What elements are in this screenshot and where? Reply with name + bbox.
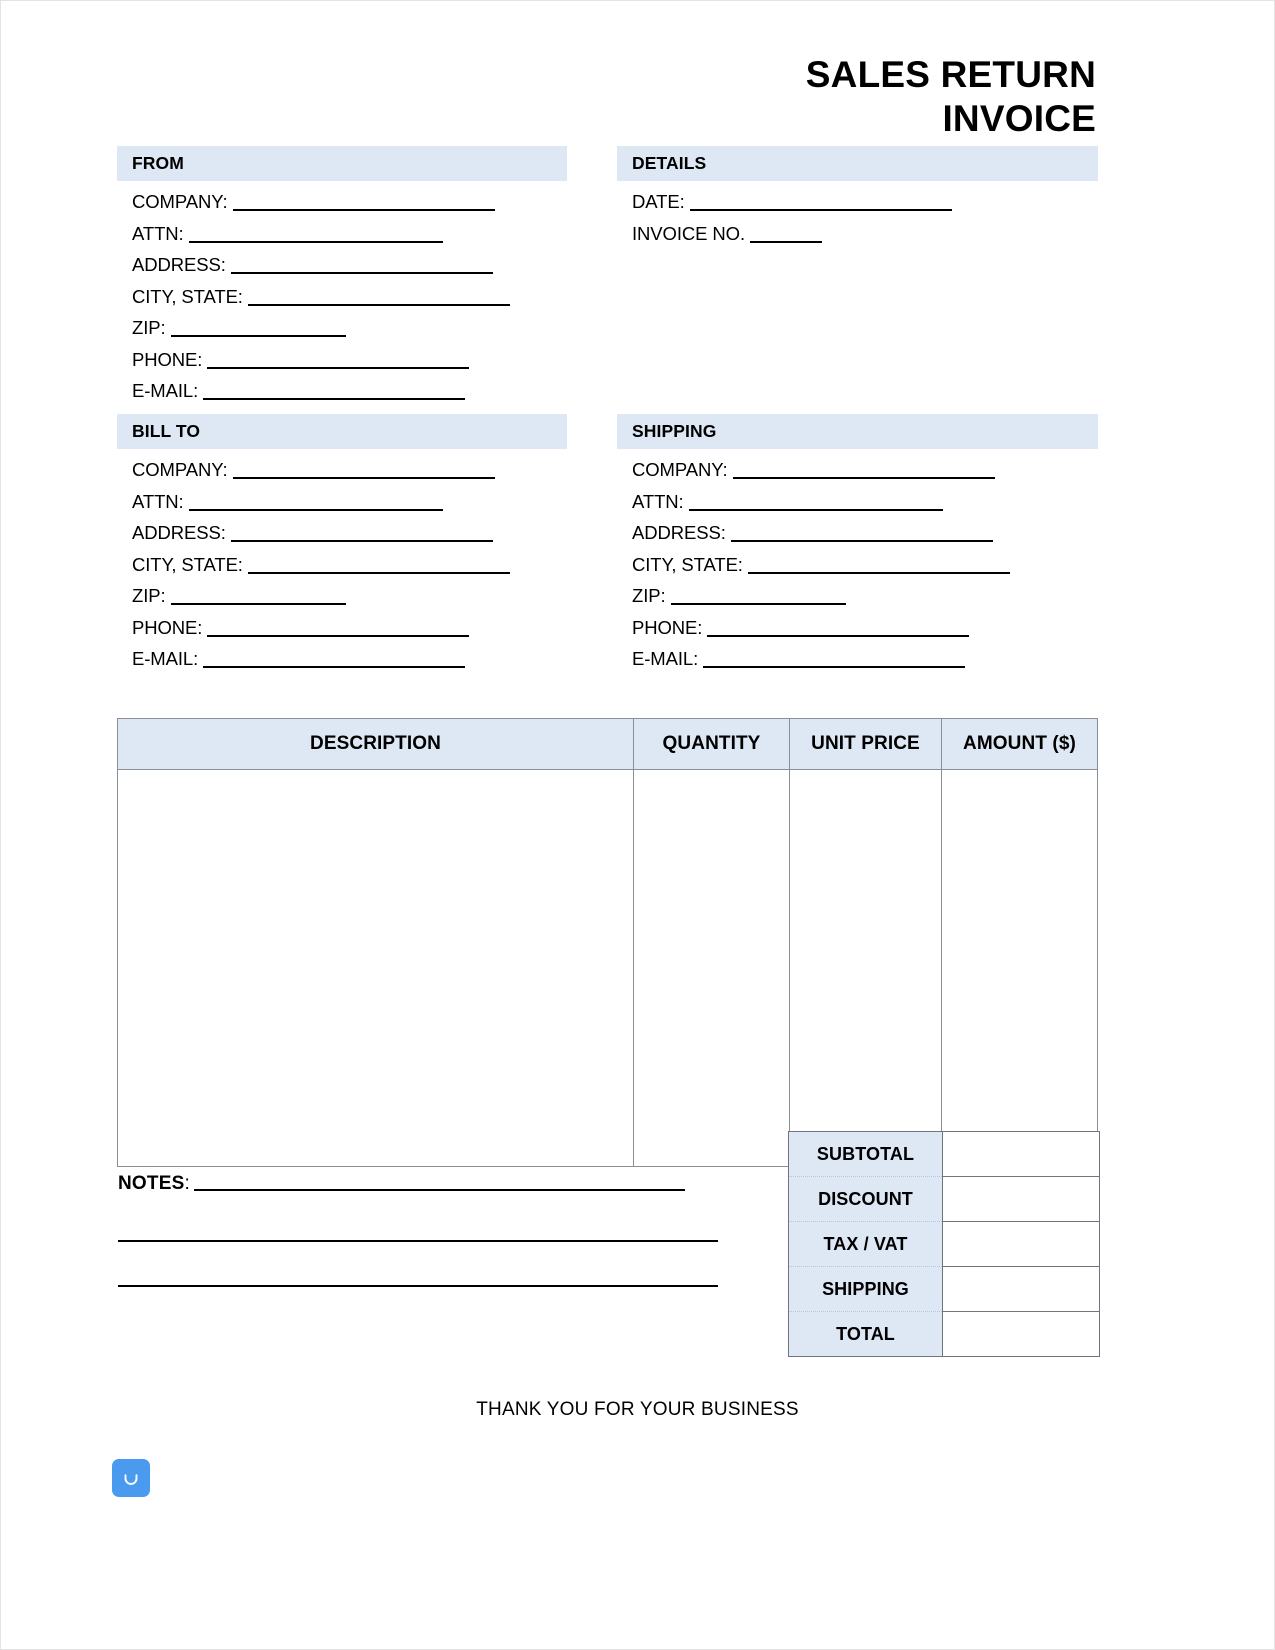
field-label: ZIP: (632, 585, 666, 606)
totals-label: SUBTOTAL (789, 1132, 943, 1177)
field-row (132, 344, 567, 376)
field-input-line[interactable] (203, 649, 465, 668)
field-label: ATTN: (132, 222, 184, 244)
footer-thank-you: THANK YOU FOR YOUR BUSINESS (476, 1399, 799, 1420)
field-input-line[interactable] (248, 555, 510, 574)
field-label: PHONE: (132, 348, 203, 370)
notes-separator: : (184, 1173, 190, 1194)
field-input-line[interactable] (733, 460, 995, 479)
field-input-line[interactable] (703, 649, 965, 668)
field-input-line[interactable] (189, 224, 443, 243)
totals-label: SHIPPING (789, 1267, 943, 1312)
totals-label: DISCOUNT (789, 1177, 943, 1222)
field-input-line[interactable] (233, 460, 495, 479)
field-label: E-MAIL: (132, 380, 199, 401)
field-row (632, 454, 1098, 486)
field-row (632, 186, 1098, 218)
field-label: ATTN: (132, 490, 184, 512)
field-input-line[interactable] (203, 381, 465, 400)
line-items-body-row (118, 770, 1098, 1167)
field-label: ADDRESS: (632, 522, 726, 543)
section-details-fields (617, 181, 1098, 249)
totals-row (789, 1312, 1100, 1357)
section-from-fields (117, 181, 567, 407)
field-label: E-MAIL: (132, 648, 199, 669)
field-label: COMPANY: (132, 459, 228, 480)
totals-label: TOTAL (789, 1312, 943, 1357)
field-row (632, 218, 1098, 250)
field-input-line[interactable] (171, 586, 346, 605)
field-input-line[interactable] (671, 586, 846, 605)
totals-row (789, 1267, 1100, 1312)
field-row (132, 312, 567, 344)
line-items-header-row (118, 719, 1098, 770)
section-from (117, 146, 567, 407)
field-row (632, 612, 1098, 644)
totals-row (789, 1177, 1100, 1222)
column-header-unit-price: UNIT PRICE (790, 719, 942, 770)
field-label: INVOICE NO. (632, 222, 745, 244)
field-row (632, 549, 1098, 581)
field-row (132, 249, 567, 281)
column-header-quantity: QUANTITY (634, 719, 790, 770)
line-items-table (117, 718, 1098, 1167)
field-input-line[interactable] (231, 255, 493, 274)
field-row (132, 281, 567, 313)
field-label: ATTN: (632, 490, 684, 512)
totals-row (789, 1132, 1100, 1177)
totals-table (788, 1131, 1100, 1357)
field-input-line[interactable] (750, 224, 822, 243)
title-line-2: INVOICE (942, 98, 1096, 139)
field-row (132, 486, 567, 518)
field-input-line[interactable] (731, 523, 993, 542)
field-row (632, 486, 1098, 518)
field-row (132, 186, 567, 218)
field-row (632, 517, 1098, 549)
field-input-line[interactable] (748, 555, 1010, 574)
field-label: ADDRESS: (132, 254, 226, 275)
field-input-line[interactable] (689, 492, 943, 511)
field-label: ADDRESS: (132, 522, 226, 543)
section-shipping-header: SHIPPING (617, 414, 1098, 449)
items-quantity-area[interactable] (634, 770, 790, 1167)
items-description-area[interactable] (118, 770, 634, 1167)
notes-fill-line-2[interactable] (118, 1238, 718, 1242)
field-row (132, 517, 567, 549)
field-input-line[interactable] (189, 492, 443, 511)
field-label: CITY, STATE: (132, 553, 243, 575)
notes-fill-line-3[interactable] (118, 1283, 718, 1287)
totals-value[interactable] (943, 1177, 1100, 1222)
field-label: ZIP: (132, 585, 166, 606)
field-row (632, 580, 1098, 612)
field-label: CITY, STATE: (632, 553, 743, 575)
field-label: PHONE: (632, 616, 703, 638)
field-input-line[interactable] (171, 318, 346, 337)
field-label: COMPANY: (132, 191, 228, 212)
field-input-line[interactable] (248, 287, 510, 306)
section-bill-to (117, 414, 567, 675)
totals-label: TAX / VAT (789, 1222, 943, 1267)
field-label: CITY, STATE: (132, 285, 243, 307)
column-header-amount: AMOUNT ($) (942, 719, 1098, 770)
items-amount-area[interactable] (942, 770, 1098, 1167)
field-label: ZIP: (132, 317, 166, 338)
field-label: E-MAIL: (632, 648, 699, 669)
section-shipping (617, 414, 1098, 675)
field-row (632, 643, 1098, 675)
section-details (617, 146, 1098, 249)
field-row (132, 612, 567, 644)
field-input-line[interactable] (207, 618, 469, 637)
field-row (132, 643, 567, 675)
field-row (132, 580, 567, 612)
field-label: PHONE: (132, 616, 203, 638)
section-from-header: FROM (117, 146, 567, 181)
field-row (132, 375, 567, 407)
field-row (132, 218, 567, 250)
notes-block (118, 1171, 718, 1287)
items-unit-price-area[interactable] (790, 770, 942, 1167)
notes-label: NOTES (118, 1173, 185, 1194)
totals-value[interactable] (943, 1312, 1100, 1357)
field-input-line[interactable] (231, 523, 493, 542)
field-row (132, 454, 567, 486)
totals-value[interactable] (943, 1267, 1100, 1312)
field-row (132, 549, 567, 581)
totals-value[interactable] (943, 1132, 1100, 1177)
field-input-line[interactable] (207, 350, 469, 369)
field-label: DATE: (632, 191, 685, 212)
totals-row (789, 1222, 1100, 1267)
section-bill-to-header: BILL TO (117, 414, 567, 449)
section-bill-to-fields (117, 449, 567, 675)
field-input-line[interactable] (707, 618, 969, 637)
totals-value[interactable] (943, 1222, 1100, 1267)
field-label: COMPANY: (632, 459, 728, 480)
section-shipping-fields (617, 449, 1098, 675)
field-input-line[interactable] (233, 192, 495, 211)
column-header-description: DESCRIPTION (118, 719, 634, 770)
totals-body (789, 1132, 1100, 1357)
notes-fill-line-1[interactable] (194, 1175, 685, 1191)
document-title (806, 56, 1096, 137)
smile-cup-logo-icon (112, 1459, 150, 1497)
notes-first-line (118, 1171, 718, 1197)
title-line-1: SALES RETURN (805, 54, 1096, 95)
field-input-line[interactable] (690, 192, 952, 211)
section-details-header: DETAILS (617, 146, 1098, 181)
